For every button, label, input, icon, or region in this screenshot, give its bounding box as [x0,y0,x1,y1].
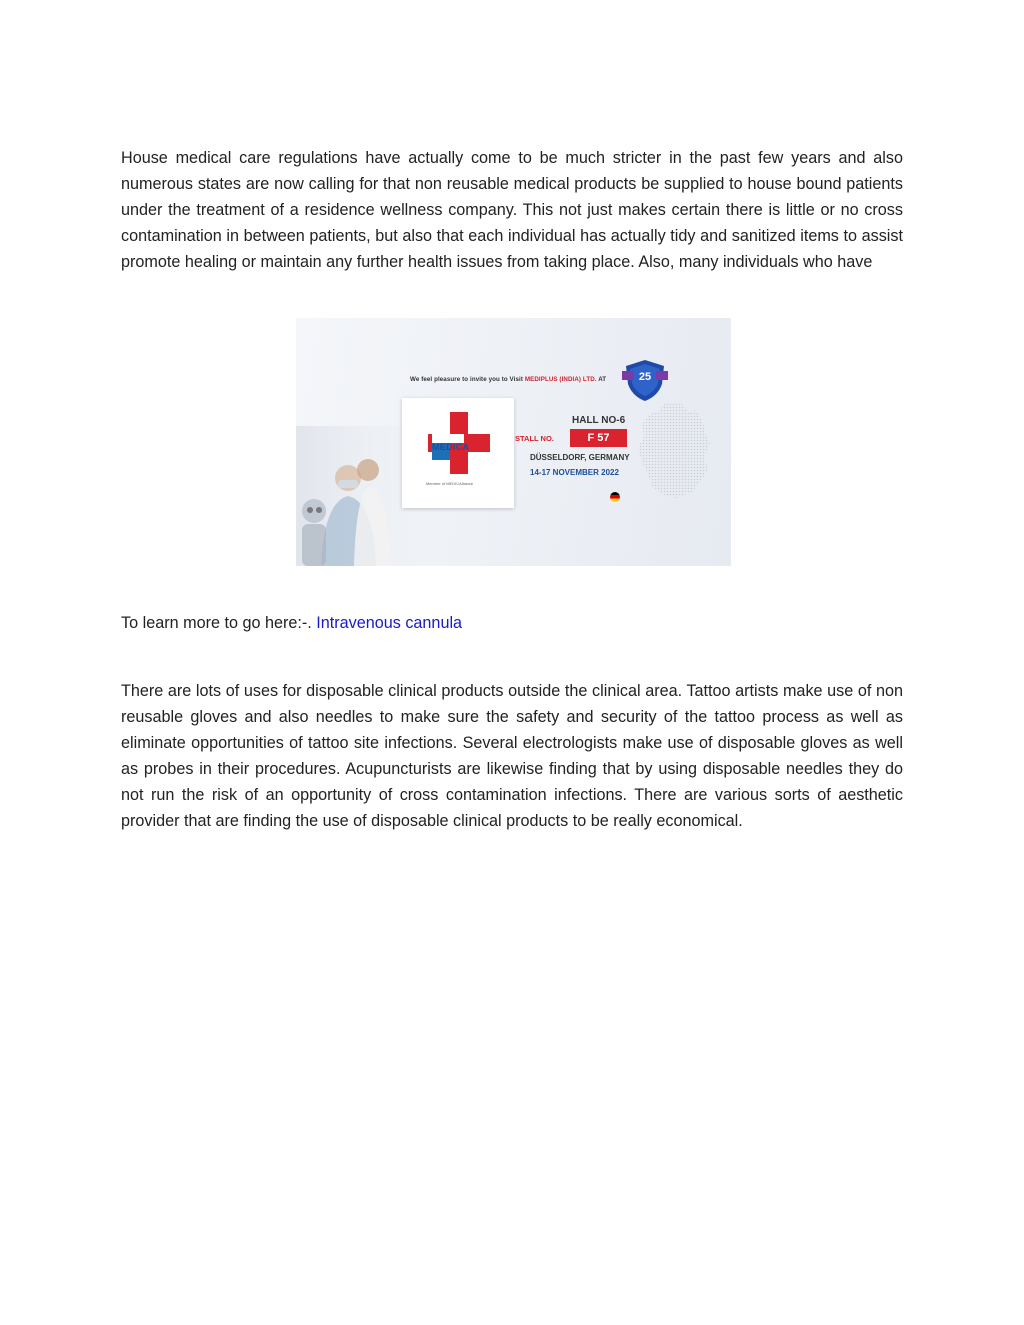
learn-more-line [121,610,462,636]
anniversary-shield-icon [622,358,668,402]
intro-paragraph: House medical care regulations have actually come to be much stricter in the past few years and also numerous states are now calling for that non reusable medical products be supplied to house bound patients under the treatment of a residence wellness company. This not just makes certain there is little or no cross contamination in between patients, but also that each individual has actually tidy and sanitized items to assist promote healing or maintain any further health issues from taking place. Also, many individuals who have [121,149,903,271]
invite-text: We feel pleasure to invite you to Visit MEDIPLUS (INDIA) LTD. AT [410,376,607,383]
medica-invitation-banner [296,318,731,566]
member-text: Member of MEDICAlliance [426,481,474,486]
learn-more-prefix: To learn more to go here:-. [121,614,312,632]
uses-paragraph: There are lots of uses for disposable clinical products outside the clinical area. Tattoo artists make use of non reusable gloves and also needles to make sure the safety and security of the tattoo process as well as eliminate opportunities of tattoo site infections. Several electrologists make use of disposable gloves as well as probes in their procedures. Acupuncturists are likewise finding that by using disposable needles they do not run the risk of an opportunity of cross contamination infections. There are various sorts of aesthetic provider that are finding the use of disposable clinical products to be really economical. [121,682,903,830]
medica-logo-card [402,398,514,508]
medica-logo-text: MEDICA [432,442,470,452]
badge-number: 25 [638,371,652,383]
event-dates: 14-17 NOVEMBER 2022 [530,468,619,477]
stall-label: STALL NO. [515,434,554,443]
germany-map-icon [636,400,714,500]
intravenous-cannula-link[interactable]: Intravenous cannula [316,614,463,632]
hall-number: HALL NO-6 [572,415,626,426]
event-city: DÜSSELDORF, GERMANY [530,453,630,462]
germany-flag-icon [610,492,620,502]
stall-number: F 57 [570,429,627,447]
